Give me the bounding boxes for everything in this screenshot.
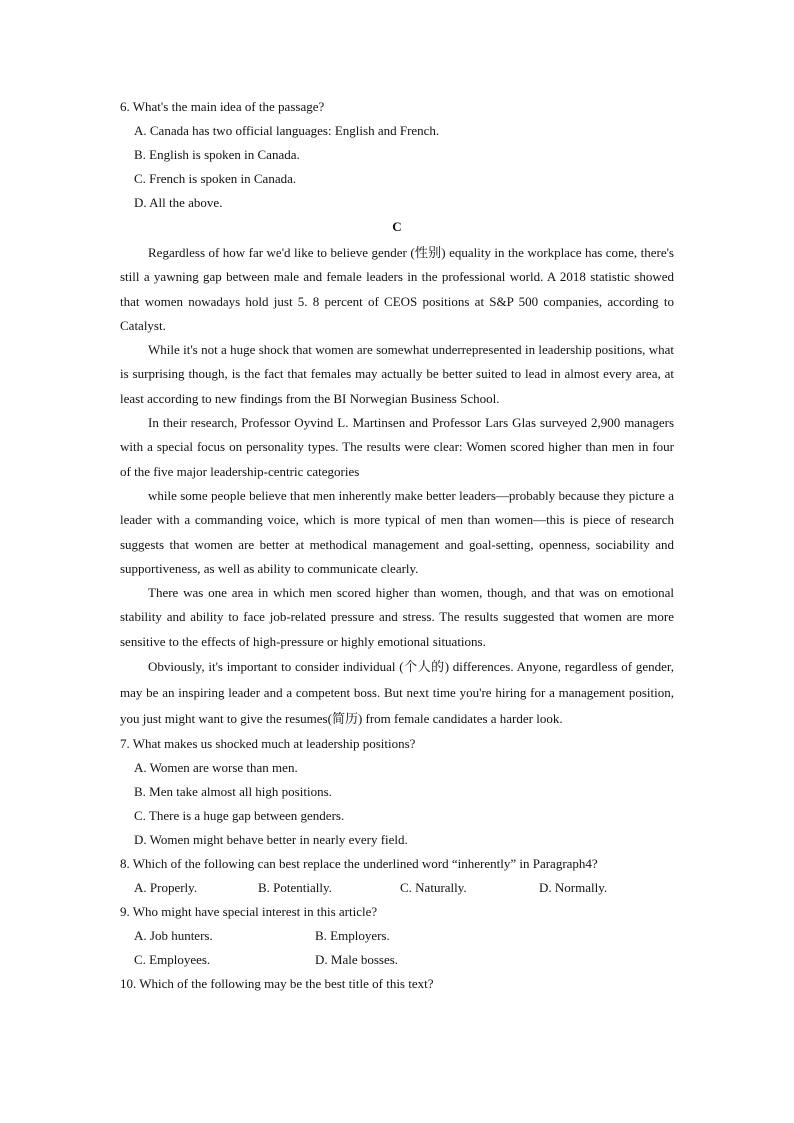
question-6: 6. What's the main idea of the passage? — [120, 99, 325, 114]
question-7: 7. What makes us shocked much at leadership positions? — [120, 736, 416, 752]
q7-option-b: B. Men take almost all high positions. — [134, 784, 332, 800]
passage-paragraph-4: while some people believe that men inherently make better leaders—probably because they picture a leader with a commanding voice, which is more typical of men than women—this is piece of research suggests that women are better at methodical management and goal-setting, openness, sociability and supportiveness, as well as ability to communicate clearly. — [120, 487, 674, 576]
q7-option-c: C. There is a huge gap between genders. — [134, 808, 345, 824]
q9-option-a: A. Job hunters. — [134, 928, 213, 944]
q9-options-row-1 — [120, 924, 674, 948]
page-content — [120, 95, 674, 996]
q8-options-row — [120, 876, 674, 900]
passage-paragraph-1: Regardless of how far we'd like to believe gender (性别) equality in the workplace has come, there's still a yawning gap between male and female leaders in the professional world. A 2018 statistic showed that women nowadays hold just 5. 8 percent of CEOS positions at S&P 500 companies, according to Catalyst. — [120, 245, 674, 333]
q6-option-b: B. English is spoken in Canada. — [134, 147, 300, 162]
section-title: C — [392, 219, 402, 234]
q9-option-d: D. Male bosses. — [315, 952, 399, 968]
q6-option-c: C. French is spoken in Canada. — [134, 171, 297, 186]
q6-option-d: D. All the above. — [134, 195, 223, 210]
q7-option-a: A. Women are worse than men. — [134, 760, 298, 776]
question-9: 9. Who might have special interest in this article? — [120, 904, 378, 920]
q8-option-a: A. Properly. — [134, 880, 198, 896]
q8-option-b: B. Potentially. — [258, 880, 332, 896]
q7-option-d: D. Women might behave better in nearly every field. — [134, 832, 408, 848]
passage-paragraph-5: There was one area in which men scored higher than women, though, and that was on emotional stability and ability to face job-related pressure and stress. The results suggested that women are more sensitive to the effects of high-pressure or highly emotional situations. — [120, 585, 674, 649]
question-8: 8. Which of the following can best replace the underlined word “inherently” in Paragraph4? — [120, 856, 598, 872]
q9-option-c: C. Employees. — [134, 952, 211, 968]
q9-option-b: B. Employers. — [315, 928, 390, 944]
passage-paragraph-2: While it's not a huge shock that women are somewhat underrepresented in leadership positions, what is surprising though, is the fact that females may actually be better suited to lead in almost every area, at least according to new findings from the BI Norwegian Business School. — [120, 342, 674, 406]
question-10: 10. Which of the following may be the best title of this text? — [120, 976, 434, 992]
q8-option-c: C. Naturally. — [400, 880, 467, 896]
q9-options-row-2 — [120, 948, 674, 972]
q6-option-a: A. Canada has two official languages: English and French. — [134, 123, 440, 138]
q8-option-d: D. Normally. — [539, 880, 608, 896]
passage-paragraph-6: Obviously, it's important to consider individual (个人的) differences. Anyone, regardless of gender, may be an inspiring leader and a competent boss. But next time you're hiring for a management position, you just might want to give the resumes(简历) from female candidates a harder look. — [120, 659, 674, 727]
passage-paragraph-3: In their research, Professor Oyvind L. Martinsen and Professor Lars Glas surveyed 2,900 managers with a special focus on personality types. The results were clear: Women scored higher than men in four of the five major leadership-centric categories — [120, 415, 674, 479]
